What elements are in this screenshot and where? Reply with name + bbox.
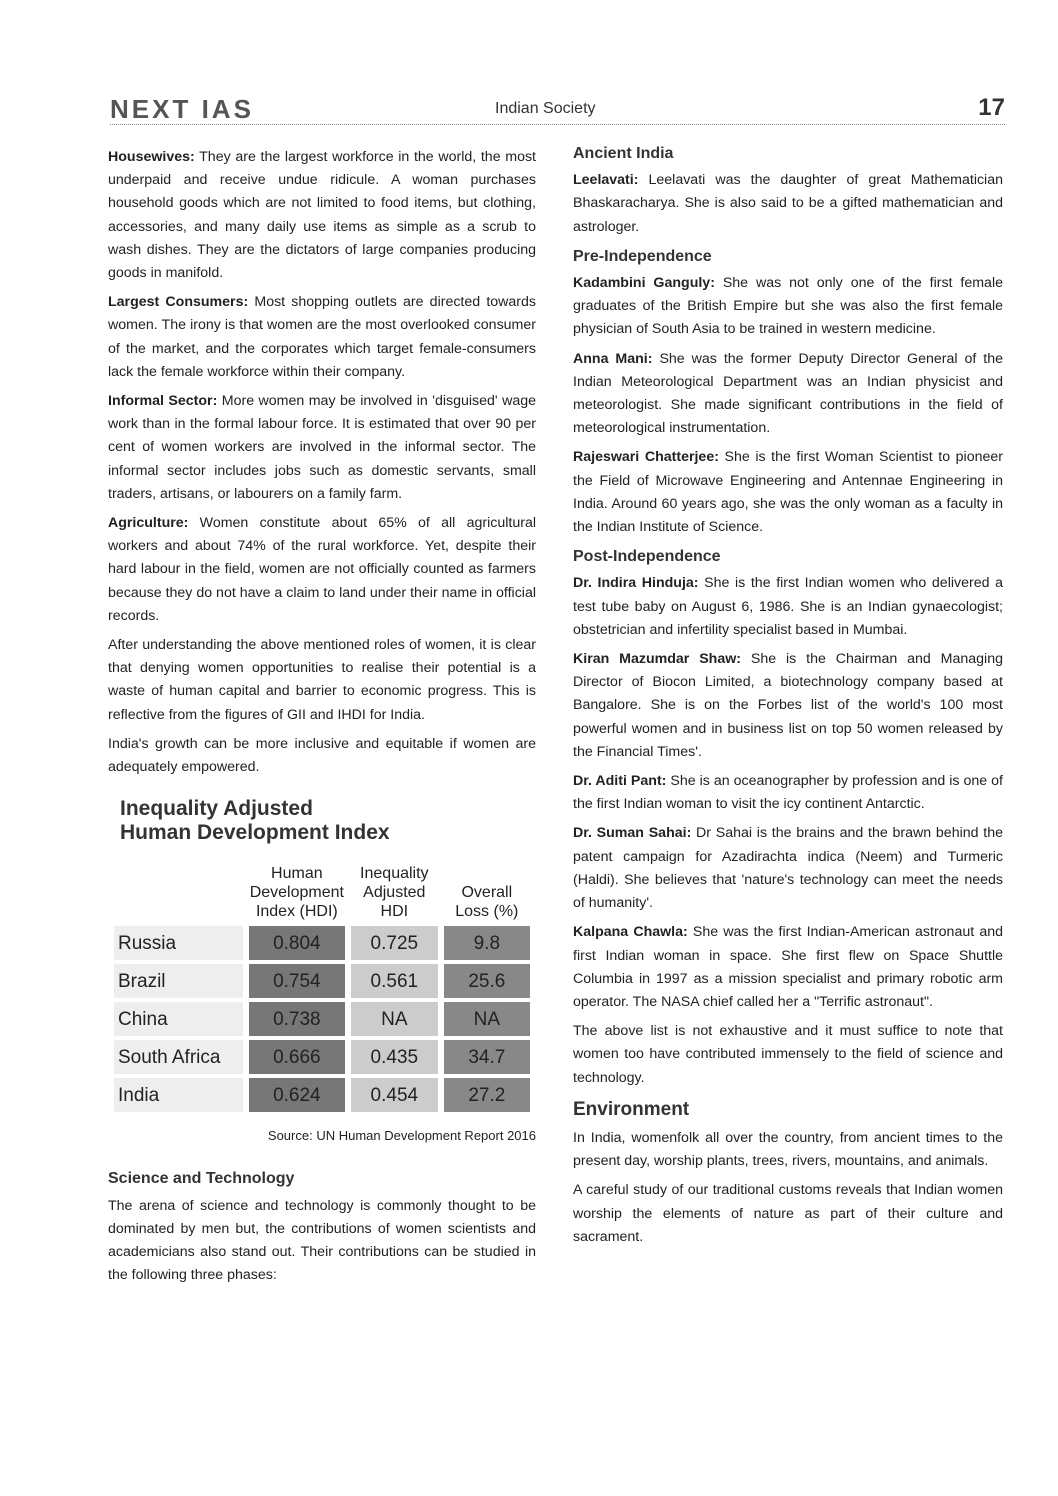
section-heading: Science and Technology: [108, 1170, 295, 1188]
column-header: Human Development Index (HDI): [249, 865, 344, 921]
paragraph: Agriculture: Women constitute about 65% of all agricultural workers and about 74% of the rural workforce. Yet, despite their hard labour in the field, women are not officially counted as farmers because they do not have a claim to land under their name in official records.: [108, 515, 536, 624]
paragraph: Dr. Indira Hinduja: She is the first Indian women who delivered a test tube baby on August 6, 1986. She is an Indian gynaecologist; obstetrician and infertility specialist based in Mumbai.: [573, 575, 1003, 638]
section-heading: Pre-Independence: [573, 247, 712, 265]
table-row: South Africa 0.666 0.435 34.7: [114, 1040, 530, 1074]
paragraph: Dr. Suman Sahai: Dr Sahai is the brains and the brawn behind the patent campaign for Azadirachta indica (Neem) and Turmeric (Haldi). She believes that 'nature's technology can meet the needs of humanity'.: [573, 825, 1003, 912]
paragraph: The above list is not exhaustive and it must suffice to note that women too have contributed immensely to the field of science and technology.: [573, 1023, 1003, 1086]
paragraph: After understanding the above mentioned roles of women, it is clear that denying women opportunities to realise their potential is a waste of human capital and barrier to economic progress. This is reflective from the figures of GII and IHDI for India.: [108, 637, 536, 723]
section-heading: Environment: [573, 1098, 690, 1120]
paragraph: Dr. Aditi Pant: She is an oceanographer by profession and is one of the first Indian woman to visit the icy continent Antarctic.: [573, 773, 1003, 813]
paragraph: Kadambini Ganguly: She was not only one of the first female graduates of the British Empire but she was also the first female physician of South Asia to be trained in western medicine.: [573, 275, 1003, 338]
paragraph: Leelavati: Leelavati was the daughter of great Mathematician Bhaskaracharya. She is also said to be a gifted mathematician and astrologer.: [573, 172, 1003, 235]
paragraph: The arena of science and technology is commonly thought to be dominated by men but, the contributions of women scientists and academicians also stand out. Their contributions can be studied in the following three phases:: [108, 1197, 536, 1284]
table-row: China 0.738 NA NA: [114, 1002, 530, 1036]
paragraph: Kiran Mazumdar Shaw: She is the Chairman and Managing Director of Biocon Limited, a biotechnology company based at Bangalore. She is on the Forbes list of the world's 100 most powerful women and in business list on top 50 women released by the Financial Times'.: [573, 651, 1003, 760]
paragraph: Kalpana Chawla: She was the first Indian-American astronaut and first Indian woman in space. She first flew on Space Shuttle Columbia in 1997 as a mission specialist and primary robotic arm operator. The NASA chief called her a "Terrific astronaut".: [573, 924, 1003, 1010]
column-header: Inequality Adjusted HDI: [360, 865, 429, 921]
table-row: India 0.624 0.454 27.2: [114, 1078, 530, 1112]
paragraph: Anna Mani: She was the former Deputy Director General of the Indian Meteorological Department was an Indian physicist and meteorologist. She made significant contributions in the field of meteorological instrumentation.: [573, 350, 1004, 437]
paragraph: India's growth can be more inclusive and equitable if women are adequately empowered.: [108, 735, 536, 776]
table-title: Inequality Adjusted Human Development Index: [120, 797, 390, 845]
column-header: Overall Loss (%): [455, 884, 519, 921]
section-heading: Post-Independence: [573, 548, 721, 566]
publisher-logo: NEXT IAS: [110, 94, 254, 124]
section-title: Indian Society: [495, 100, 596, 117]
table-row: Brazil 0.754 0.561 25.6: [114, 964, 530, 998]
paragraph: A careful study of our traditional customs reveals that Indian women worship the elements of nature as part of their culture and sacrament.: [573, 1182, 1003, 1245]
paragraph: In India, womenfolk all over the country, from ancient times to the present day, worship plants, trees, rivers, mountains, and animals.: [573, 1129, 1003, 1170]
table-source: Source: UN Human Development Report 2016: [267, 1128, 536, 1144]
page-header: [110, 94, 1005, 125]
paragraph: Rajeswari Chatterjee: She is the first Woman Scientist to pioneer the Field of Microwave Engineering and Antennae Engineering in India. Around 60 years ago, she was the only woman as a faculty in the Indian Institute of Science.: [573, 449, 1003, 536]
paragraph: Informal Sector: More women may be involved in 'disguised' wage work than in the formal labour force. It is estimated that over 90 per cent of women workers are involved in the informal sector. The informal sector includes jobs such as domestic servants, small traders, artisans, or labourers on a family farm.: [108, 393, 536, 502]
ihdi-table: [108, 859, 536, 1116]
page-number: 17: [978, 94, 1005, 121]
right-column: [573, 146, 1003, 1255]
paragraph: Largest Consumers: Most shopping outlets are directed towards women. The irony is that women are the most overlooked consumer of the market, and the corporates which target female-consumers lack the female workforce within their company.: [108, 294, 536, 380]
left-column: [108, 146, 536, 1294]
section-heading: Ancient India: [573, 145, 674, 162]
paragraph: Housewives: They are the largest workforce in the world, the most underpaid and receive undue ridicule. A woman purchases household goods which are not limited to food items, but clothing, accessories, and many daily use items as simple as a scrub to wash dishes. They are the dictators of large companies producing goods in manifold.: [108, 149, 536, 282]
table-row: Russia 0.804 0.725 9.8: [114, 926, 530, 960]
